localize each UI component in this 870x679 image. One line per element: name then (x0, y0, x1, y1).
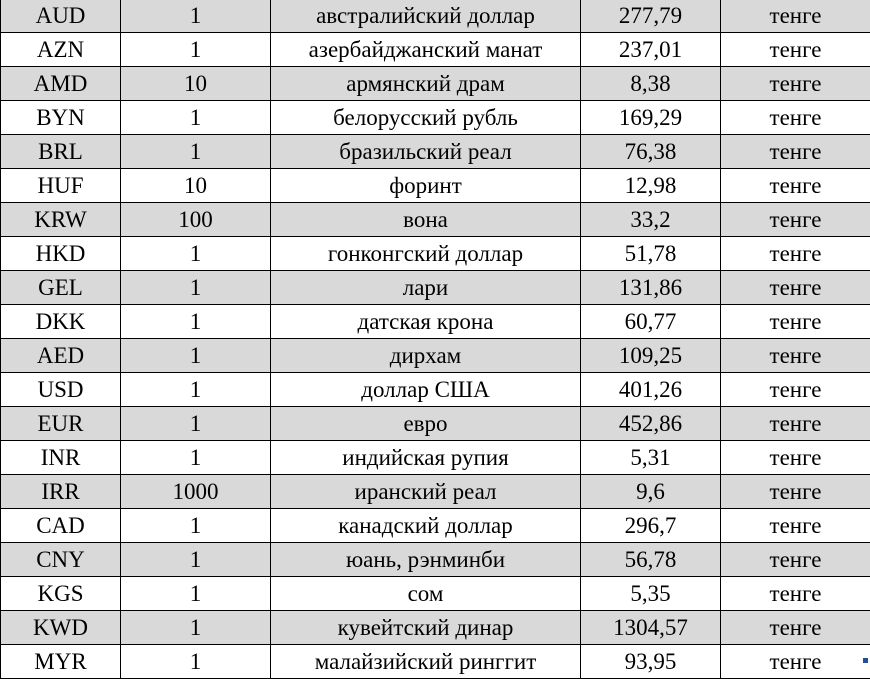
nominal-cell[interactable]: 1 (121, 305, 271, 339)
currency-name-cell[interactable]: иранский реал (271, 475, 581, 509)
unit-cell[interactable]: тенге (721, 237, 870, 271)
currency-name-cell[interactable]: вона (271, 203, 581, 237)
rate-cell[interactable]: 1304,57 (581, 611, 721, 645)
currency-name-cell[interactable]: индийская рупия (271, 441, 581, 475)
unit-cell[interactable]: тенге (721, 101, 870, 135)
currency-name-cell[interactable]: бразильский реал (271, 135, 581, 169)
currency-name-cell[interactable]: малайзийский ринггит (271, 645, 581, 679)
table-row (1, 373, 870, 407)
currency-name-cell[interactable]: юань, рэнминби (271, 543, 581, 577)
nominal-cell[interactable]: 1 (121, 0, 271, 33)
unit-cell[interactable]: тенге (721, 67, 870, 101)
rate-cell[interactable]: 452,86 (581, 407, 721, 441)
nominal-cell[interactable]: 10 (121, 169, 271, 203)
nominal-cell[interactable]: 1 (121, 373, 271, 407)
currency-code-cell[interactable]: AZN (1, 33, 121, 67)
rate-cell[interactable]: 5,31 (581, 441, 721, 475)
currency-name-cell[interactable]: армянский драм (271, 67, 581, 101)
unit-cell[interactable]: тенге (721, 33, 870, 67)
rate-cell[interactable]: 51,78 (581, 237, 721, 271)
currency-name-cell[interactable]: австралийский доллар (271, 0, 581, 33)
currency-code-cell[interactable]: KWD (1, 611, 121, 645)
table-row (1, 67, 870, 101)
table-row (1, 441, 870, 475)
rate-cell[interactable]: 109,25 (581, 339, 721, 373)
nominal-cell[interactable]: 1 (121, 441, 271, 475)
table-row (1, 237, 870, 271)
nominal-cell[interactable]: 1 (121, 101, 271, 135)
nominal-cell[interactable]: 1 (121, 135, 271, 169)
table-row (1, 611, 870, 645)
unit-cell[interactable]: тенге (721, 475, 870, 509)
table-row (1, 271, 870, 305)
rate-cell[interactable]: 277,79 (581, 0, 721, 33)
unit-cell[interactable]: тенге (721, 611, 870, 645)
currency-name-cell[interactable]: форинт (271, 169, 581, 203)
currency-name-cell[interactable]: лари (271, 271, 581, 305)
currency-code-cell[interactable]: KGS (1, 577, 121, 611)
unit-cell[interactable]: тенге (721, 271, 870, 305)
rate-cell[interactable]: 237,01 (581, 33, 721, 67)
currency-code-cell[interactable]: INR (1, 441, 121, 475)
currency-code-cell[interactable]: IRR (1, 475, 121, 509)
unit-cell[interactable]: тенге (721, 543, 870, 577)
nominal-cell[interactable]: 1 (121, 611, 271, 645)
rate-cell[interactable]: 296,7 (581, 509, 721, 543)
currency-code-cell[interactable]: DKK (1, 305, 121, 339)
rate-cell[interactable]: 131,86 (581, 271, 721, 305)
currency-code-cell[interactable]: BYN (1, 101, 121, 135)
currency-name-cell[interactable]: канадский доллар (271, 509, 581, 543)
currency-name-cell[interactable]: белорусский рубль (271, 101, 581, 135)
currency-name-cell[interactable]: дирхам (271, 339, 581, 373)
nominal-cell[interactable]: 1 (121, 645, 271, 679)
currency-code-cell[interactable]: AMD (1, 67, 121, 101)
currency-code-cell[interactable]: HUF (1, 169, 121, 203)
currency-name-cell[interactable]: кувейтский динар (271, 611, 581, 645)
rate-cell[interactable]: 5,35 (581, 577, 721, 611)
rate-cell[interactable]: 56,78 (581, 543, 721, 577)
rate-cell[interactable]: 9,6 (581, 475, 721, 509)
currency-code-cell[interactable]: BRL (1, 135, 121, 169)
currency-name-cell[interactable]: сом (271, 577, 581, 611)
nominal-cell[interactable]: 1 (121, 237, 271, 271)
table-row (1, 475, 870, 509)
table-row (1, 203, 870, 237)
table-row (1, 101, 870, 135)
unit-cell[interactable]: тенге (721, 645, 870, 679)
table-row (1, 509, 870, 543)
nominal-cell[interactable]: 1 (121, 509, 271, 543)
currency-code-cell[interactable]: KRW (1, 203, 121, 237)
currency-name-cell[interactable]: гонконгский доллар (271, 237, 581, 271)
table-row (1, 339, 870, 373)
nominal-cell[interactable]: 1 (121, 271, 271, 305)
rate-cell[interactable]: 8,38 (581, 67, 721, 101)
currency-name-cell[interactable]: евро (271, 407, 581, 441)
rate-cell[interactable]: 12,98 (581, 169, 721, 203)
table-row (1, 543, 870, 577)
unit-cell[interactable]: тенге (721, 305, 870, 339)
nominal-cell[interactable]: 1 (121, 543, 271, 577)
currency-code-cell[interactable]: GEL (1, 271, 121, 305)
rate-cell[interactable]: 169,29 (581, 101, 721, 135)
unit-cell[interactable]: тенге (721, 169, 870, 203)
rate-cell[interactable]: 401,26 (581, 373, 721, 407)
table-row (1, 135, 870, 169)
table-row (1, 305, 870, 339)
unit-cell[interactable]: тенге (721, 407, 870, 441)
unit-cell[interactable]: тенге (721, 577, 870, 611)
unit-cell[interactable]: тенге (721, 0, 870, 33)
table-row (1, 33, 870, 67)
currency-code-cell[interactable]: CNY (1, 543, 121, 577)
exchange-rate-rows (1, 0, 870, 679)
table-row (1, 577, 870, 611)
nominal-cell[interactable]: 1000 (121, 475, 271, 509)
currency-name-cell[interactable]: доллар США (271, 373, 581, 407)
currency-code-cell[interactable]: EUR (1, 407, 121, 441)
nominal-cell[interactable]: 100 (121, 203, 271, 237)
rate-cell[interactable]: 76,38 (581, 135, 721, 169)
rate-cell[interactable]: 93,95 (581, 645, 721, 679)
nominal-cell[interactable]: 10 (121, 67, 271, 101)
selection-handle-icon[interactable] (863, 658, 868, 663)
currency-code-cell[interactable]: MYR (1, 645, 121, 679)
table-row (1, 407, 870, 441)
currency-code-cell[interactable]: CAD (1, 509, 121, 543)
nominal-cell[interactable]: 1 (121, 339, 271, 373)
unit-cell[interactable]: тенге (721, 509, 870, 543)
currency-name-cell[interactable]: азербайджанский манат (271, 33, 581, 67)
currency-code-cell[interactable]: USD (1, 373, 121, 407)
nominal-cell[interactable]: 1 (121, 577, 271, 611)
nominal-cell[interactable]: 1 (121, 407, 271, 441)
unit-cell[interactable]: тенге (721, 203, 870, 237)
rate-cell[interactable]: 60,77 (581, 305, 721, 339)
currency-code-cell[interactable]: AED (1, 339, 121, 373)
unit-cell[interactable]: тенге (721, 373, 870, 407)
unit-cell[interactable]: тенге (721, 441, 870, 475)
unit-cell[interactable]: тенге (721, 339, 870, 373)
table-row (1, 0, 870, 33)
unit-cell[interactable]: тенге (721, 135, 870, 169)
nominal-cell[interactable]: 1 (121, 33, 271, 67)
table-row (1, 169, 870, 203)
currency-code-cell[interactable]: AUD (1, 0, 121, 33)
currency-name-cell[interactable]: датская крона (271, 305, 581, 339)
table-row (1, 645, 870, 679)
currency-code-cell[interactable]: HKD (1, 237, 121, 271)
rate-cell[interactable]: 33,2 (581, 203, 721, 237)
